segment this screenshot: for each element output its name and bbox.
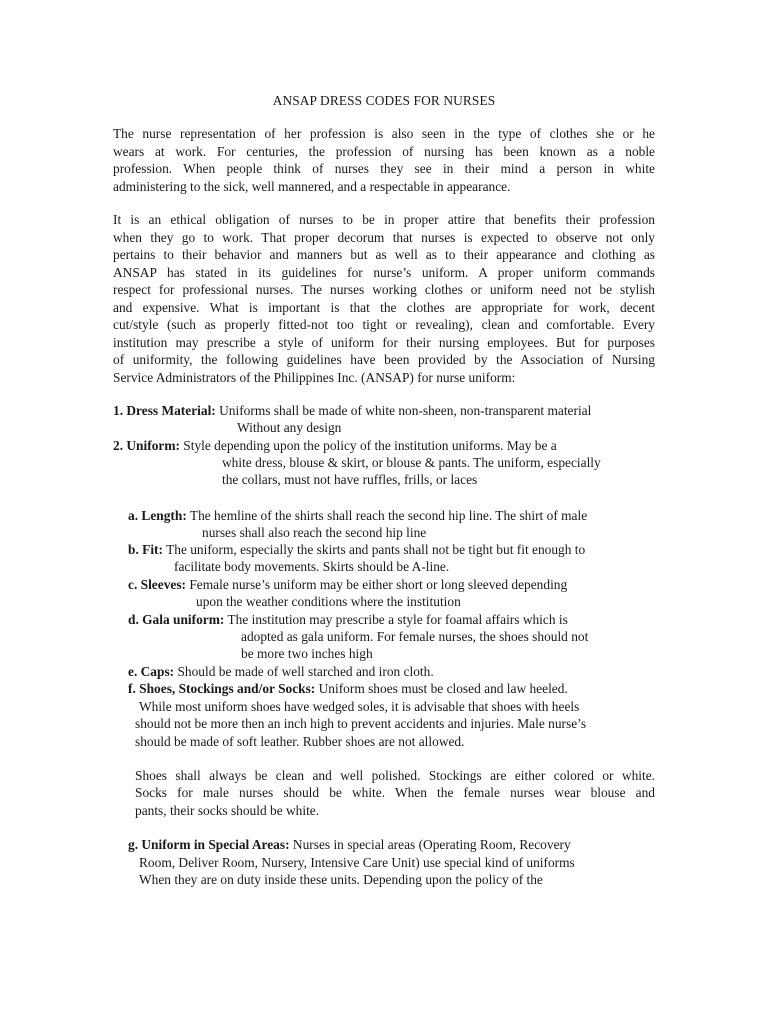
subitem-sleeves <box>128 576 567 593</box>
obligation-line: respect for professional nurses. The nurses working clothes or uniform need not be stylish <box>113 282 655 297</box>
subitem-continuation: should not be more then an inch high to prevent accidents and injuries. Male nurse’s <box>135 716 587 731</box>
subitem-caps <box>128 663 434 680</box>
subitem-continuation: be more two inches high <box>241 646 373 661</box>
obligation-paragraph <box>113 211 655 386</box>
subitem-label: b. Fit: <box>128 542 163 557</box>
intro-line: The nurse representation of her profession is also seen in the type of clothes she or he <box>113 126 655 141</box>
subitem-continuation: nurses shall also reach the second hip line <box>202 525 427 540</box>
item-text: Style depending upon the policy of the institution uniforms. May be a <box>179 438 557 453</box>
shoes-paragraph-line: Shoes shall always be clean and well polished. Stockings are either colored or white. <box>135 768 655 783</box>
item-continuation: white dress, blouse & skirt, or blouse & pants. The uniform, especially <box>222 455 601 470</box>
item-label: 2. Uniform: <box>113 438 180 453</box>
page-title: ANSAP DRESS CODES FOR NURSES <box>272 93 496 108</box>
intro-line: profession. When people think of nurses they see in their mind a person in white <box>113 161 655 176</box>
subitem-label: e. Caps: <box>128 664 175 679</box>
subitem-text: Uniform shoes must be closed and law heeled. <box>315 681 568 696</box>
subitem-continuation: When they are on duty inside these units. Depending upon the policy of the <box>139 872 543 887</box>
subitem-special-areas <box>128 836 571 853</box>
subitem-label: a. Length: <box>128 508 187 523</box>
shoes-paragraph-line: pants, their socks should be white. <box>135 803 320 818</box>
subitem-continuation: Room, Deliver Room, Nursery, Intensive Care Unit) use special kind of uniforms <box>139 855 575 870</box>
shoes-paragraph-line: Socks for male nurses should be white. When the female nurses wear blouse and <box>135 785 655 800</box>
subitem-continuation: upon the weather conditions where the institution <box>196 594 461 609</box>
obligation-line: Service Administrators of the Philippines Inc. (ANSAP) for nurse uniform: <box>113 369 516 385</box>
subitem-text: The institution may prescribe a style for foamal affairs which is <box>224 612 568 627</box>
item-dress-material <box>113 402 591 419</box>
subitem-label: d. Gala uniform: <box>128 612 225 627</box>
intro-line: administering to the sick, well mannered, and a respectable in appearance. <box>113 178 511 194</box>
obligation-line: and expensive. What is important is that the clothes are appropriate for work, decent <box>113 299 655 315</box>
item-continuation: the collars, must not have ruffles, frills, or laces <box>222 472 478 487</box>
subitem-text: The hemline of the shirts shall reach the second hip line. The shirt of male <box>186 508 588 523</box>
subitem-length <box>128 507 587 524</box>
subitem-continuation: adopted as gala uniform. For female nurses, the shoes should not <box>241 629 589 644</box>
subitem-text: The uniform, especially the skirts and pants shall not be tight but fit enough to <box>162 542 586 557</box>
subitem-label: c. Sleeves: <box>128 577 187 592</box>
subitem-continuation: should be made of soft leather. Rubber shoes are not allowed. <box>135 734 465 749</box>
obligation-line: when they go to work. That proper decorum that nurses is expected to observe not only <box>113 229 655 245</box>
item-label: 1. Dress Material: <box>113 403 216 418</box>
obligation-line: of uniformity, the following guidelines have been provided by the Association of Nursing <box>113 352 655 367</box>
subitem-text: Should be made of well starched and iron cloth. <box>174 664 434 679</box>
item-text: Uniforms shall be made of white non-sheen, non-transparent material <box>215 403 592 418</box>
subitem-label: f. Shoes, Stockings and/or Socks: <box>128 681 316 696</box>
intro-line: wears at work. For centuries, the profession of nursing has been known as a noble <box>113 143 655 159</box>
subitem-gala-uniform <box>128 611 568 628</box>
subitem-shoes <box>128 680 568 697</box>
item-continuation: Without any design <box>237 420 342 435</box>
subitem-label: g. Uniform in Special Areas: <box>128 837 290 852</box>
subitem-text: Female nurse’s uniform may be either short or long sleeved depending <box>186 577 568 592</box>
subitem-continuation: facilitate body movements. Skirts should be A-line. <box>174 559 450 574</box>
item-uniform <box>113 437 557 454</box>
obligation-line: It is an ethical obligation of nurses to be in proper attire that benefits their profession <box>113 212 655 227</box>
obligation-line: ANSAP has stated in its guidelines for nurse’s uniform. A proper uniform commands <box>113 264 655 280</box>
obligation-line: pertains to their behavior and manners but as well as to their appearance and clothing as <box>113 247 655 262</box>
intro-paragraph <box>113 125 655 195</box>
obligation-line: cut/style (such as properly fitted-not too tight or revealing), clean and comfortable. Every <box>113 317 655 332</box>
subitem-fit <box>128 541 585 558</box>
obligation-line: institution may prescribe a style of uniform for their nursing employees. But for purposes <box>113 334 655 350</box>
subitem-continuation: While most uniform shoes have wedged soles, it is advisable that shoes with heels <box>139 699 580 714</box>
subitem-text: Nurses in special areas (Operating Room, Recovery <box>289 837 571 852</box>
